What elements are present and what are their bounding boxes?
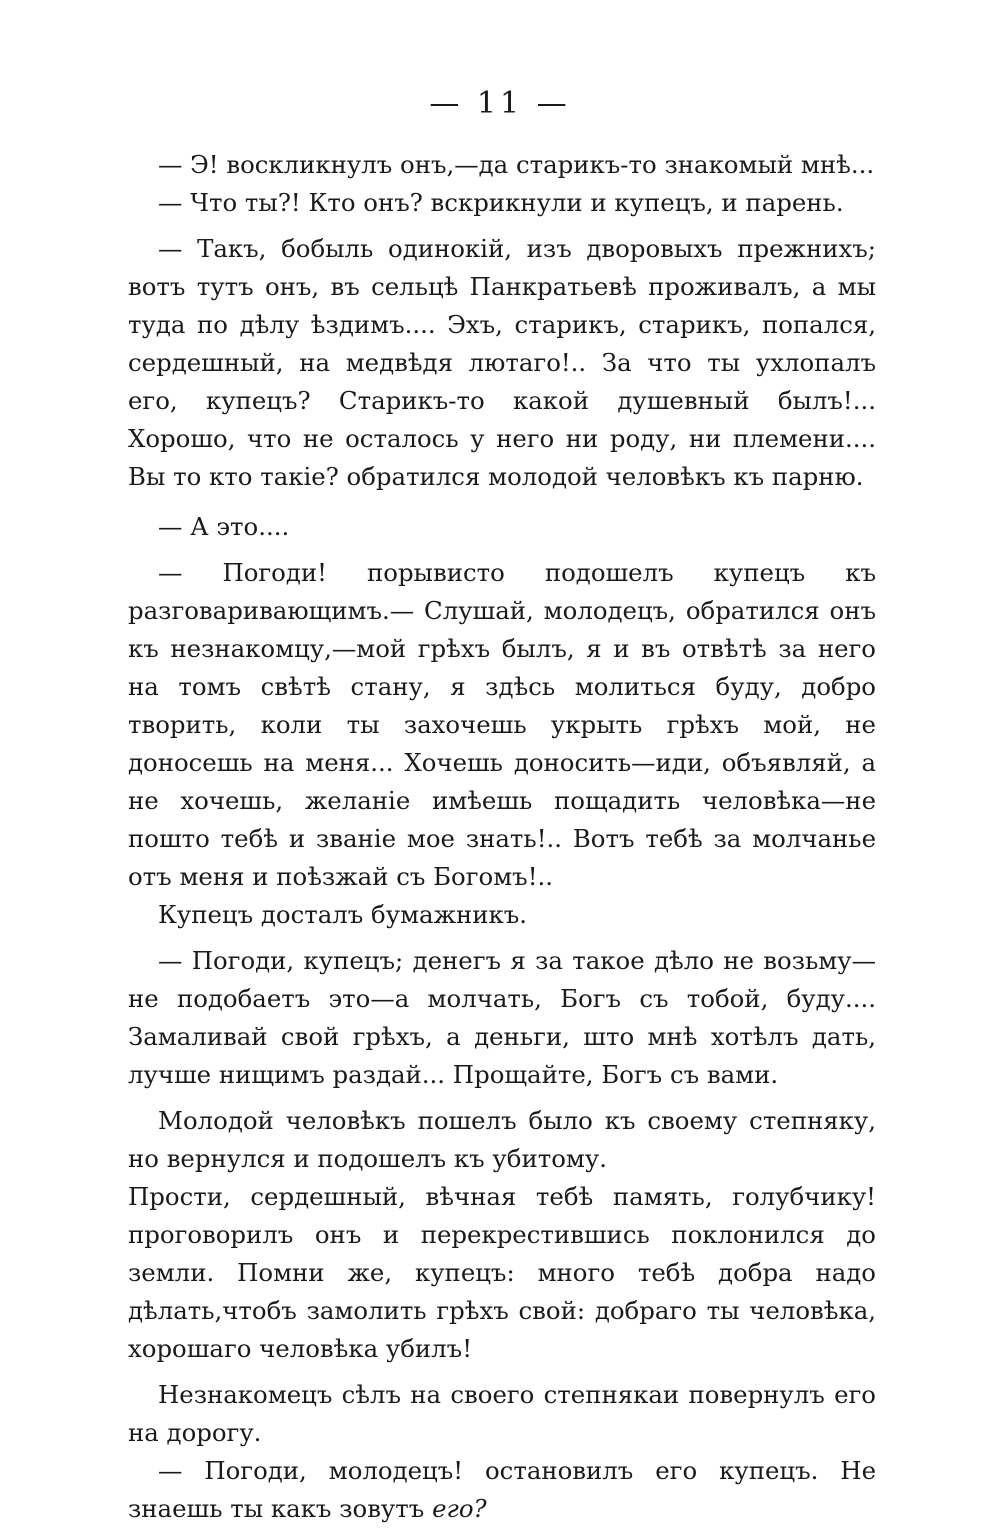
- paragraph-10: Незнакомецъ сѣлъ на своего степнякаи повернулъ его на дорогу.: [128, 1380, 876, 1447]
- page-text: [128, 146, 876, 1528]
- paragraph-4: — А это....: [158, 512, 290, 541]
- paragraph-11-text: — Погоди, молодецъ! остановилъ его купецъ. Не знаешь ты какъ зовутъ: [128, 1456, 876, 1523]
- paragraph-9: Прости, сердешный, вѣчная тебѣ память, голубчику! проговорилъ онъ и перекрестившись поклонился до земли. Помни же, купецъ: много тебѣ добра надо дѣлать,чтобъ замолить грѣхъ свой: добраго ты человѣка, хорошаго человѣка убилъ!: [128, 1182, 876, 1363]
- paragraph-5: — Погоди! порывисто подошелъ купецъ къ разговаривающимъ.— Слушай, молодецъ, обратился онъ къ незнакомцу,—мой грѣхъ былъ, я и въ отвѣтѣ за него на томъ свѣтѣ стану, я здѣсь молиться буду, добро творить, коли ты захочешь укрыть грѣхъ мой, не доносешь на меня... Хочешь доносить—иди, объявляй, а не хочешь, желаніе имѣешь пощадить человѣка—не пошто тебѣ и званіе мое знать!.. Вотъ тебѣ за молчанье отъ меня и поѣзжай съ Богомъ!..: [128, 558, 876, 891]
- paragraph-1: — Э! воскликнулъ онъ,—да старикъ-то знакомый мнѣ...: [158, 150, 875, 179]
- paragraph-6: Купецъ досталъ бумажникъ.: [158, 900, 528, 929]
- paragraph-7: — Погоди, купецъ; денегъ я за такое дѣло не возьму—не подобаетъ это—а молчать, Богъ съ тобой, буду.... Замаливай свой грѣхъ, а деньги, што мнѣ хотѣлъ дать, лучше нищимъ раздай... Прощайте, Богъ съ вами.: [128, 946, 876, 1089]
- paragraph-8: Молодой человѣкъ пошелъ было къ своему степняку, но вернулся и подошелъ къ убитому.: [128, 1106, 876, 1173]
- paragraph-11-italic: его?: [432, 1494, 487, 1523]
- paragraph-11: [128, 1452, 876, 1528]
- page-number: — 11 —: [429, 86, 571, 121]
- paragraph-3: — Такъ, бобыль одинокій, изъ дворовыхъ прежнихъ; вотъ тутъ онъ, въ сельцѣ Панкратьевѣ проживалъ, а мы туда по дѣлу ѣздимъ.... Эхъ, старикъ, старикъ, попался, сердешный, на медвѣдя лютаго!.. За что ты ухлопалъ его, купецъ? Старикъ-то какой душевный былъ!... Хорошо, что не осталось у него ни роду, ни племени.... Вы то кто такіе? обратился молодой человѣкъ къ парню.: [128, 234, 876, 491]
- paragraph-2: — Что ты?! Кто онъ? вскрикнули и купецъ, и парень.: [158, 188, 844, 217]
